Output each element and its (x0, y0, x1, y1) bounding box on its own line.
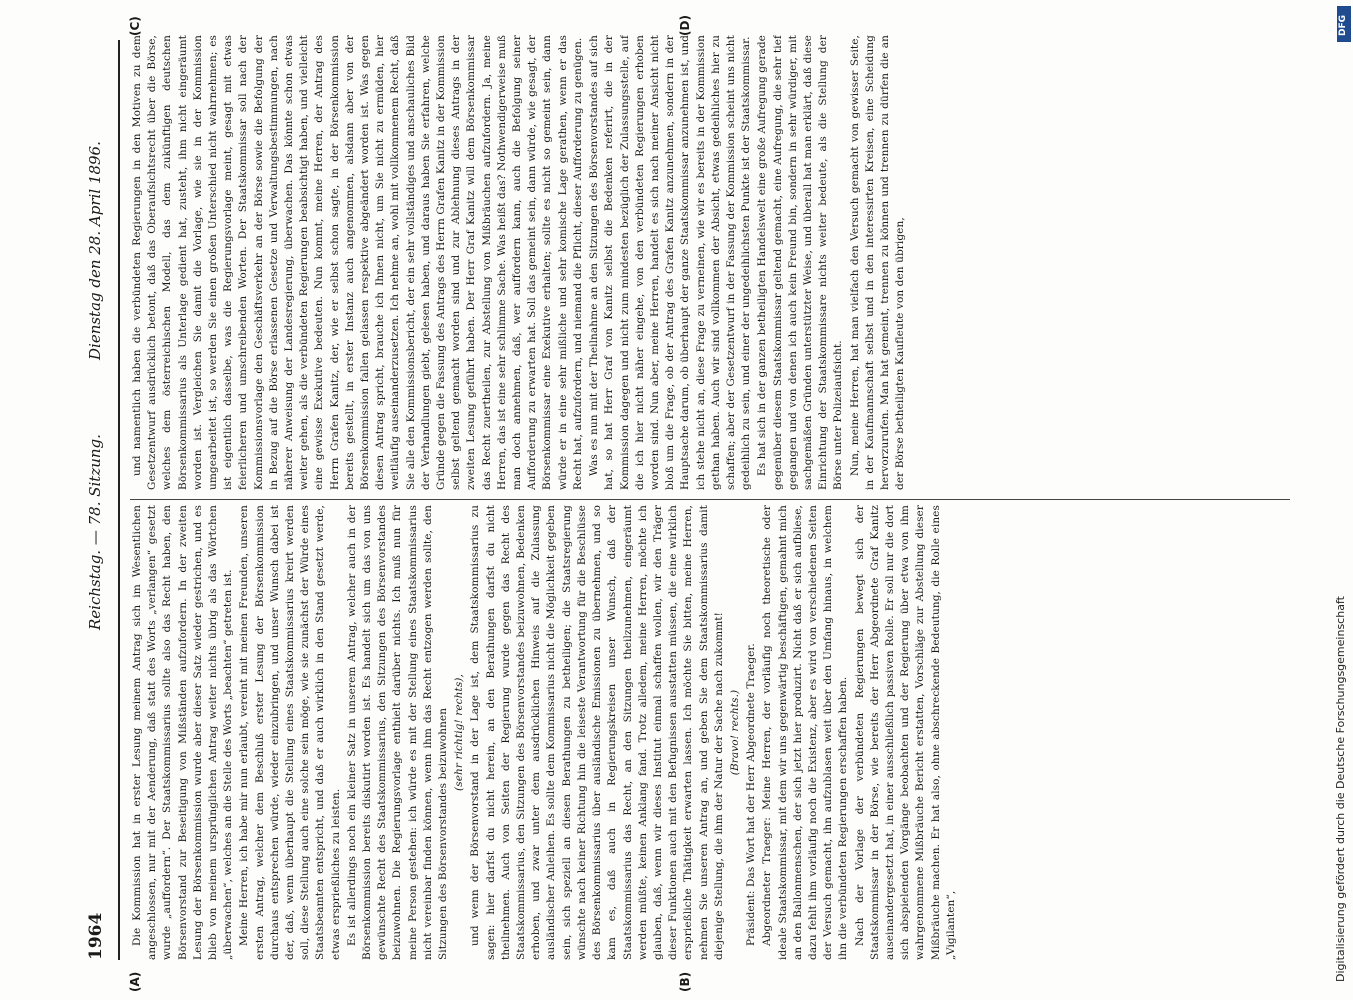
margin-marker-a: (A) (128, 971, 142, 992)
interjection: (Bravo! rechts.) (728, 689, 741, 776)
speaker-paragraph: Präsident: Das Wort hat der Herr Abgeordnete Traeger. (745, 643, 758, 946)
session-title: Reichstag. — 78. Sitzung. (86, 434, 104, 630)
speaker-paragraph: Abgeordneter Traeger: Meine Herren, der vorläufig noch theoretische oder ideale Staatskommissar, mit dem wir uns gegenwärtig beschäftigen, gemahnt mich an den Ballonmenschen, der sich jetzt hier produzirt. Nicht daß er sich aufbliese, dazu fehlt ihm vorläufig noch die Existenz, aber es wird von verschiedenen Seiten der Versuch gemacht, ihn aufzublasen weit über den Umfang hinaus, in welchem ihn die verbündeten Regierungen erschaffen haben. (761, 505, 850, 960)
paragraph: und wenn der Börsenvorstand in der Lage ist, dem Staatskommissarius zu sagen: hier darfst du nicht herein, an den Berathungen darfst du nicht theilnehmen. Auch von Seiten der Regierung wurde gegen das Recht des Staatskommissarius, den Sitzungen des Börsenvorstandes beizuwohnen, Bedenken erhoben, und zwar unter dem ausdrücklichen Hinweis auf die Zulassung ausländischer Anleihen. Es sollte dem Kommissarius nicht die Möglichkeit gegeben sein, sich speziell an diesen Berathungen zu betheiligen; die Staatsregierung wünschte nach keiner Richtung hin die leiseste Verantwortung für die Beschlüsse des Börsenkommissarius über ausländische Emissionen zu übernehmen, und so kam es, daß auch in Regierungskreisen unser Wunsch, daß der Staatskommissarius das Recht, an den Sitzungen theilzunehmen, eingeräumt werden müßte, keinen Anklang fand. Trotz alledem, meine Herren, möchte ich glauben, daß, wenn wir dieses Institut einmal schaffen wollen, wir den Träger dieser Funktionen auch mit den Befugnissen ausstatten müssen, die eine wirklich ersprießliche Thätigkeit erwarten lassen. Ich möchte Sie bitten, meine Herren, nehmen Sie unseren Antrag an, und geben Sie dem Staatskommissarius damit diejenige Stellung, die ihm der Natur der Sache nach zukommt! (469, 505, 725, 960)
page-number: 1964 (86, 912, 106, 960)
interjection: (sehr richtig! rechts), (453, 674, 466, 791)
paragraph: Die Kommission hat in erster Lesung meinem Antrag sich im Wesentlichen angeschlossen, nur mit der Aenderung, daß statt des Worts „verlangen“ gesetzt wurde „auffordern“. Der Staatskommissarius sollte also das Recht haben, den Börsenvorstand zur Beseitigung von Mißständen aufzufordern. In der zweiten Lesung der Börsenkommission wurde aber dieser Satz wieder gestrichen, und es blieb von meinem ursprünglichen Antrag weiter nichts übrig als das Wörtchen „überwachen“, welches an die Stelle des Worts „beachten“ getreten ist. (131, 505, 235, 960)
paragraph: Meine Herren, ich habe mir nun erlaubt, vereint mit meinen Freunden, unseren ersten Antrag, welcher dem Beschluß erster Lesung der Börsenkommission durchaus entsprechen würde, wieder einzubringen, und unser Wunsch dabei ist der, daß, wenn überhaupt die Stellung eines Staatskommissarius kreirt werden soll, diese Stellung auch eine solche sein möge, wie sie zunächst der Würde eines Staatsbeamten entspricht, und daß er auch wirklich in den Stand gesetzt werde, etwas ersprießliches zu leisten. (238, 505, 342, 960)
right-text-column (130, 35, 1300, 490)
session-date: Dienstag den 28. April 1896. (86, 141, 104, 360)
column-divider (130, 499, 1290, 500)
paragraph: Was es nun mit der Theilnahme an den Sitzungen des Börsenvorstandes auf sich hat, so hat Herr Graf von Kanitz selbst die Bedenken referirt, die in der Kommission dagegen und nicht zum mindesten bezüglich der Zulassungsstelle, auf die ich hier nicht näher eingehe, von den verbündeten Regierungen erhoben worden sind. Nun aber, meine Herren, handelt es sich nach meiner Ansicht nicht bloß um die Frage, ob der Antrag des Grafen Kanitz anzunehmen, sondern in der Hauptsache darum, ob überhaupt der ganze Staatskommissar anzunehmen ist, und ich stehe nicht an, diese Frage zu verneinen, wie wir es bereits in der Kommission gethan haben. Auch wir sind vollkommen der Absicht, etwas gedeihliches hier zu schaffen; aber der Gesetzentwurf in der Fassung der Kommission scheint uns nicht gedeihlich zu sein, und einer der ungedeihlichsten Punkte ist der Staatskommissar. (588, 35, 753, 490)
margin-marker-c: (C) (128, 16, 142, 36)
paragraph: Nach der Vorlage der verbündeten Regierungen bewegt sich der Staatskommissar in der Börse, wie bereits der Herr Abgeordnete Graf Kanitz auseinandergesetzt hat, in einer ausschließlich passiven Rolle. Er soll nur die dort sich abspielenden Vorgänge beobachten und der Regierung über etwa von ihm wahrgenommene Mißbräuche Bericht erstatten, Vorschläge zur Abstellung dieser Mißbräuche machen. Er hat also, ohne abschreckende Bedeutung, die Rolle eines „Vigilanten“, (853, 505, 957, 960)
left-text-column (130, 505, 1300, 960)
rotated-document-page (78, 0, 1312, 1000)
paragraph: Es hat sich in der ganzen betheiligten Handelswelt eine große Aufregung gerade gegenüber diesem Staatskommissar geltend gemacht, eine Aufregung, die sehr tief gegangen und von denen ich auch kein Freund bin, sondern in sehr würdiger, mit sachgemäßen Gründen unterstützter Weise, und überall hat man erklärt, daß diese Einrichtung der Staatskommissare nichts weiter bedeute, als die Stellung der Börse unter Polizeiaufsicht. (756, 35, 845, 490)
funding-notice: Digitalisierung gefördert durch die Deutsche Forschungsgemeinschaft (1334, 596, 1347, 982)
paragraph: Es ist allerdings noch ein kleiner Satz in unserem Antrag, welcher auch in der Börsenkommission bereits diskutirt worden ist. Es handelt sich um das von uns gewünschte Recht des Staatskommissarius, den Sitzungen des Börsenvorstandes beizuwohnen. Die Regierungsvorlage enthielt darüber nichts. Ich muß nun für meine Person gestehen: ich würde es mit der Stellung eines Staatskommissarius nicht vereinbar finden können, wenn ihm das Recht entzogen werden sollte, den Sitzungen des Börsenvorstandes beizuwohnen (345, 505, 450, 960)
paragraph: und namentlich haben die verbündeten Regierungen in den Motiven zu dem Gesetzentwurf ausdrücklich betont, daß das Oberaufsichtsrecht über die Börse, welches dem österreichischen Modell, das dem zukünftigen deutschen Börsenkommissarius als Unterlage gedient hat, zusteht, ihm nicht eingeräumt worden ist. Vergleichen Sie damit die Vorlage, wie sie in der Kommission umgearbeitet ist, so werden Sie einen großen Unterschied nicht wahrnehmen; es ist eigentlich dasselbe, was die Regierungsvorlage meint, gesagt mit etwas feierlicheren und umschreibenden Worten. Der Staatskommissar soll nach der Kommissionsvorlage den Geschäftsverkehr an der Börse sowie die Befolgung der in Bezug auf die Börse erlassenen Gesetze und Verwaltungsbestimmungen, nach näherer Anweisung der Landesregierung, überwachen. Das könnte schon etwas weiter gehen, als die verbündeten Regierungen beabsichtigt haben, und vielleicht eine gewisse Exekutive bedeuten. Nun kommt, meine Herren, der Antrag des Herrn Grafen Kanitz, der, wie er selbst schon sagte, in der Börsenkommission bereits gestellt, in erster Instanz auch angenommen, alsdann aber von der Börsenkommission fallen gelassen respektive abgeändert worden ist. Was gegen diesen Antrag spricht, brauche ich Ihnen nicht, um Sie nicht zu ermüden, hier weitläufig auseinanderzusetzen. Ich nehme an, wohl mit vollkommenem Recht, daß Sie alle den Kommissionsbericht, der ein sehr vollständiges und anschauliches Bild der Verhandlungen giebt, gelesen haben, und daraus haben Sie erfahren, welche Gründe gegen die Fassung des Antrags des Herrn Grafen Kanitz in der Kommission selbst geltend gemacht worden sind und zur Ablehnung dieses Antrags in der zweiten Lesung geführt haben. Der Herr Graf Kanitz will dem Börsenkommissar das Recht zuertheilen, zur Abstellung von Mißbräuchen aufzufordern. Ja, meine Herren, das ist eine sehr schlimme Sache. Was heißt das? Nothwendigerweise muß man doch annehmen, daß, wer auffordern kann, auch die Befolgung seiner Aufforderung zu erwarten hat. Soll das gemeint sein, dann würde, wie gesagt, der Börsenkommissar eine Exekutive erhalten; sollte es nicht so gemeint sein, dann würde er in eine sehr mißliche und sehr komische Lage gerathen, wenn er das Recht hat, aufzufordern, und niemand die Pflicht, dieser Aufforderung zu genügen. (131, 35, 584, 490)
margin-marker-d: (D) (678, 15, 692, 36)
header-rule (118, 40, 120, 960)
dfg-logo-text: DFG (1338, 14, 1348, 36)
paragraph: Nun, meine Herren, hat man vielfach den Versuch gemacht von gewisser Seite, in der Kaufmannschaft selbst und in den interessirten Kreisen, eine Scheidung hervorzurufen. Man hat gemeint, trennen zu können und trennen zu dürfen die an der Börse betheiligten Kaufleute von den übrigen, (848, 35, 907, 490)
margin-marker-b: (B) (678, 971, 692, 992)
